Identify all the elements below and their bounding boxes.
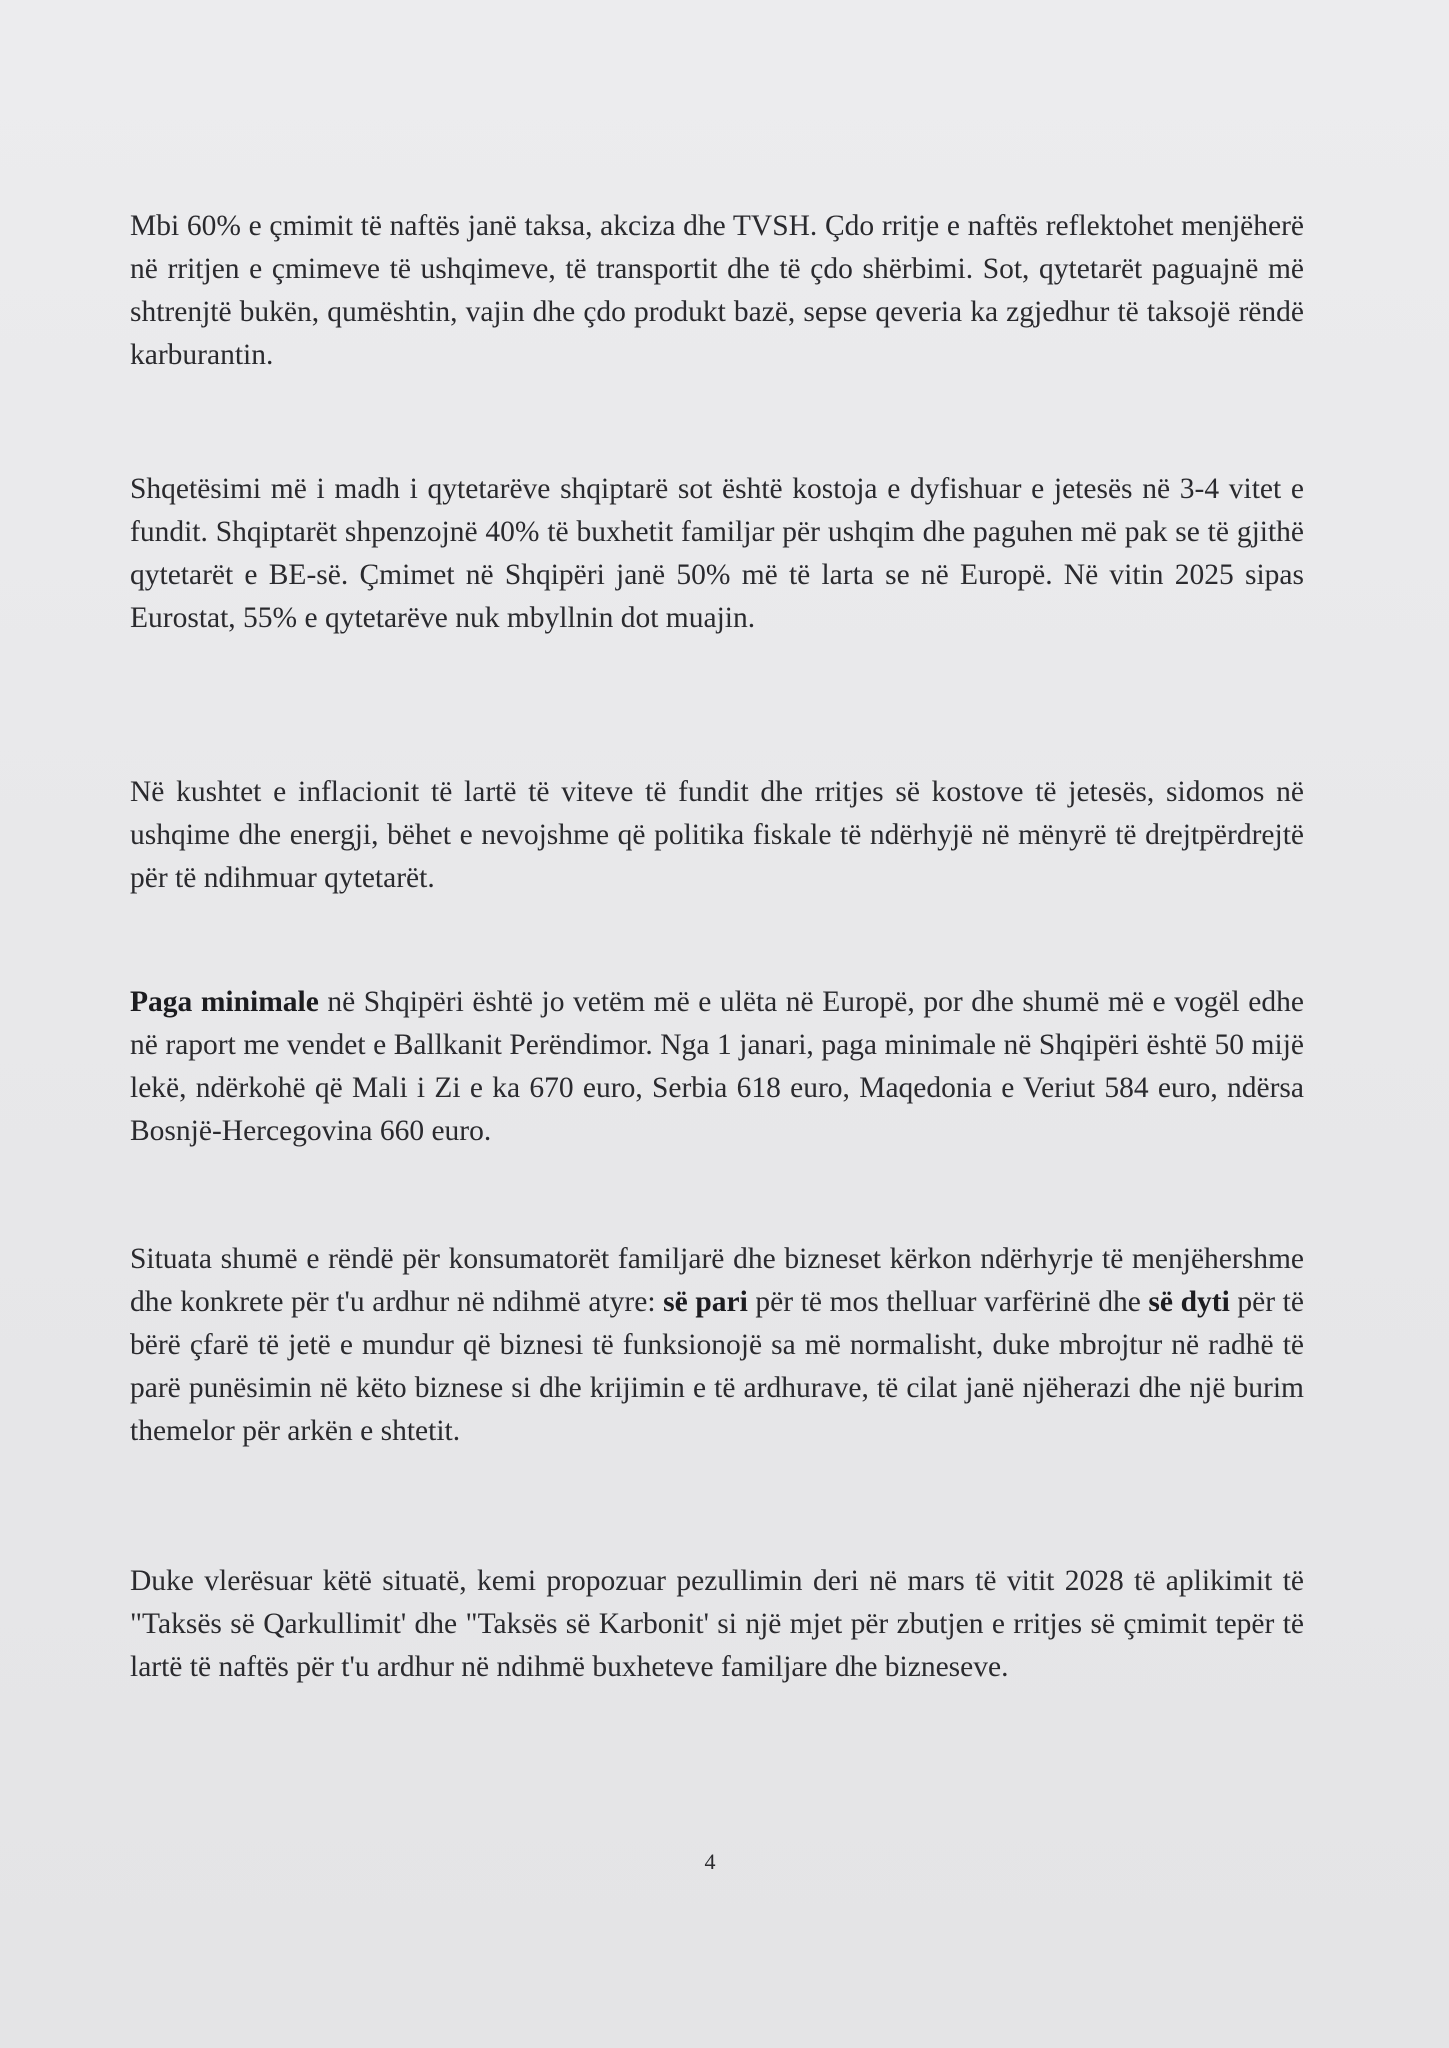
paragraph-text-c: për të bërë çfarë të jetë e mundur që biznesi të funksionojë sa më normalisht, duke mbrojtur në radhë të parë punësimin në këto biznese si dhe krijimin e të ardhurave, të cilat janë njëherazi dhe një burim themelor për arkën e shtetit. [130, 1286, 1304, 1447]
paragraph-proposal [130, 1560, 1304, 1689]
paragraph-text-b: për të mos thelluar varfërinë dhe [747, 1286, 1149, 1318]
bold-second: së dyti [1148, 1286, 1230, 1318]
bold-lead-minimum-wage: Paga minimale [130, 986, 319, 1018]
paragraph-fuel-taxes [130, 205, 1304, 377]
paragraph-situation [130, 1238, 1304, 1453]
paragraph-minimum-wage [130, 981, 1304, 1153]
paragraph-cost-of-living [130, 468, 1304, 640]
paragraph-text: Duke vlerësuar këtë situatë, kemi propozuar pezullimin deri në mars të vitit 2028 të aplikimit të "Taksës së Qarkullimit' dhe "Taksës së Karbonit' si një mjet për zbutjen e rritjes së çmimit tepër të lartë të naftës për t'u ardhur në ndihmë buxheteve familjare dhe bizneseve. [130, 1565, 1304, 1683]
paragraph-text: Mbi 60% e çmimit të naftës janë taksa, akciza dhe TVSH. Çdo rritje e naftës reflektohet menjëherë në rritjen e çmimeve të ushqimeve, të transportit dhe të çdo shërbimi. Sot, qytetarët paguajnë më shtrenjtë bukën, qumështin, vajin dhe çdo produkt bazë, sepse qeveria ka zgjedhur të taksojë rëndë karburantin. [130, 210, 1304, 371]
paragraph-text-a: Situata shumë e rëndë për konsumatorët familjarë dhe bizneset kërkon ndërhyrje të menjëhershme dhe konkrete për t'u ardhur në ndihmë atyre: [130, 1243, 1304, 1318]
page-number: 4 [704, 1849, 716, 1874]
paragraph-inflation [130, 771, 1304, 900]
paragraph-text: Në kushtet e inflacionit të lartë të viteve të fundit dhe rritjes së kostove të jetesës, sidomos në ushqime dhe energji, bëhet e nevojshme që politika fiskale të ndërhyjë në mënyrë të drejtpërdrejtë për të ndihmuar qytetarët. [130, 776, 1304, 894]
paragraph-text: Shqetësimi më i madh i qytetarëve shqiptarë sot është kostoja e dyfishuar e jetesës në 3-4 vitet e fundit. Shqiptarët shpenzojnë 40% të buxhetit familjar për ushqim dhe paguhen më pak se të gjithë qytetarët e BE-së. Çmimet në Shqipëri janë 50% më të larta se në Europë. Në vitin 2025 sipas Eurostat, 55% e qytetarëve nuk mbyllnin dot muajin. [130, 473, 1304, 634]
paragraph-text: në Shqipëri është jo vetëm më e ulëta në Europë, por dhe shumë më e vogël edhe në raport me vendet e Ballkanit Perëndimor. Nga 1 janari, paga minimale në Shqipëri është 50 mijë lekë, ndërkohë që Mali i Zi e ka 670 euro, Serbia 618 euro, Maqedonia e Veriut 584 euro, ndërsa Bosnjë-Hercegovina 660 euro. [130, 986, 1304, 1147]
bold-first: së pari [663, 1286, 748, 1318]
